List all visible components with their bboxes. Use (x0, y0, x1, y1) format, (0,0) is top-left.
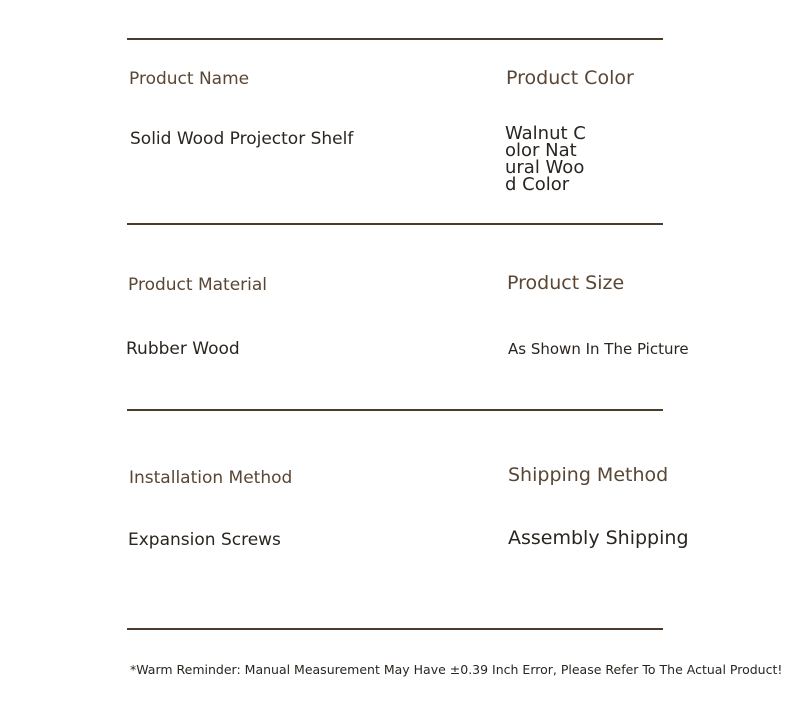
installation-method-label: Installation Method (129, 468, 293, 488)
installation-method-value: Expansion Screws (128, 530, 281, 550)
product-color-value: Walnut Color Natural Wood Color (505, 123, 586, 195)
shipping-method-value: Assembly Shipping (508, 527, 689, 549)
warm-reminder-note: *Warm Reminder: Manual Measurement May Have ±0.39 Inch Error, Please Refer To The Actual Product! (130, 662, 783, 677)
product-material-label: Product Material (128, 275, 268, 295)
shipping-method-label: Shipping Method (508, 464, 669, 486)
product-name-value: Solid Wood Projector Shelf (130, 129, 354, 149)
divider-1 (127, 223, 663, 225)
divider-top (127, 38, 663, 40)
divider-bottom (127, 628, 663, 630)
divider-2 (127, 409, 663, 411)
product-size-value: As Shown In The Picture (508, 340, 689, 358)
product-name-label: Product Name (129, 69, 250, 89)
product-color-label: Product Color (506, 67, 634, 89)
product-size-label: Product Size (507, 272, 625, 294)
product-material-value: Rubber Wood (126, 339, 240, 359)
